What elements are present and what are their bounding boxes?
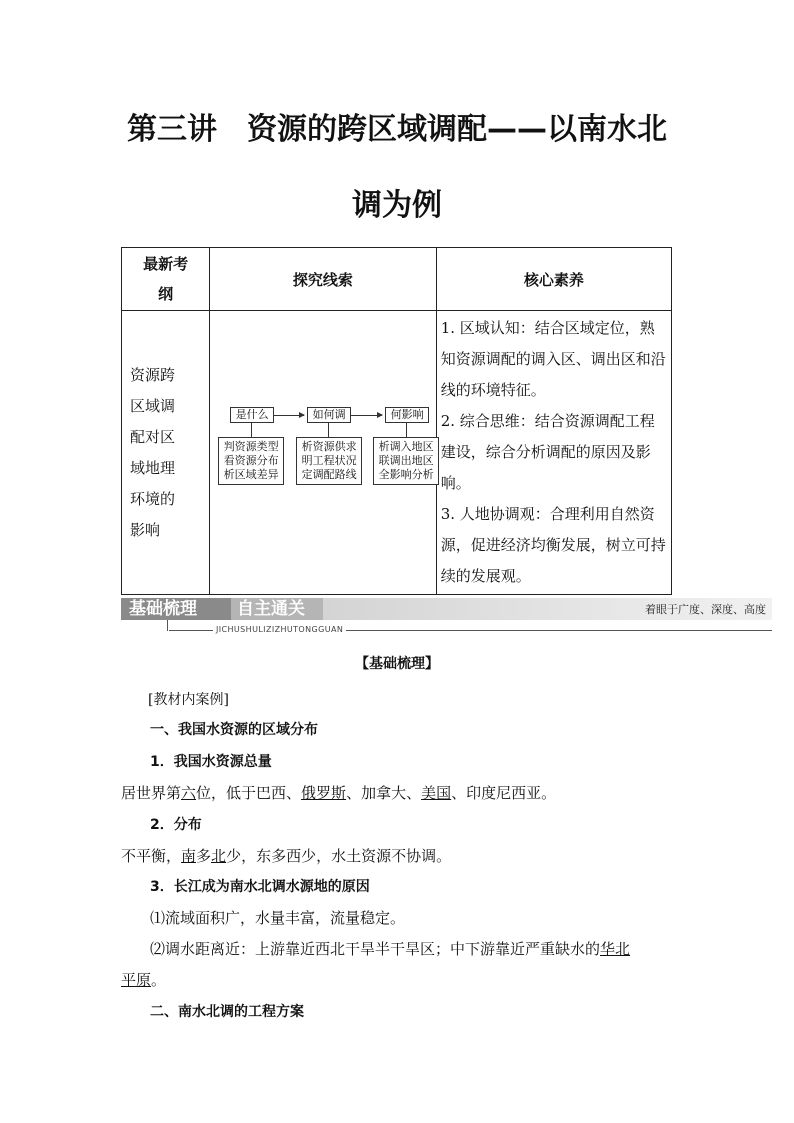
overview-table xyxy=(121,247,672,595)
banner-label: 基础梳理 xyxy=(121,598,231,620)
heading-2: 二、南水北调的工程方案 xyxy=(150,1004,304,1020)
banner-sublabel: 自主通关 xyxy=(231,598,329,620)
heading-1-1: 1．我国水资源总量 xyxy=(150,754,272,770)
flow-cell xyxy=(210,311,437,595)
flow-step-impact: 何影响 xyxy=(385,407,429,423)
section-banner xyxy=(121,598,772,634)
heading-1-2: 2．分布 xyxy=(150,817,202,833)
flow-detail-how: 析资源供求 明工程状况 定调配路线 xyxy=(296,437,362,485)
page-title-continued: 调为例 xyxy=(352,188,442,223)
flow-detail-impact: 析调入地区 联调出地区 全影响分析 xyxy=(373,437,439,485)
heading-1-3: 3．长江成为南水北调水源地的原因 xyxy=(150,879,370,895)
core-item-2: 2. 综合思维：结合资源调配工程建设，综合分析调配的原因及影响。 xyxy=(440,412,655,492)
flow-connector xyxy=(406,423,407,437)
flow-connector xyxy=(251,423,252,437)
core-item-3: 3. 人地协调观：合理利用自然资源，促进经济均衡发展，树立可持续的发展观。 xyxy=(440,505,666,585)
core-item-1: 1. 区域认知：结合区域定位，熟知资源调配的调入区、调出区和沿线的环境特征。 xyxy=(440,319,666,399)
paragraph-3-2-continued: 平原。 xyxy=(121,971,167,989)
flow-diagram xyxy=(210,314,436,592)
header-goal: 最新考纲 xyxy=(122,248,210,311)
header-clue: 探究线索 xyxy=(210,248,437,311)
banner-pinyin: JICHUSHULIZIZHUTONGGUAN xyxy=(213,625,346,634)
flow-step-how: 如何调 xyxy=(307,407,351,423)
flow-arrow xyxy=(350,415,382,416)
flow-arrow xyxy=(273,415,304,416)
goal-cell: 资源跨 区域调 配对区 域地理 环境的 影响 xyxy=(122,311,210,595)
paragraph-1: 居世界第六位，低于巴西、俄罗斯、加拿大、美国、印度尼西亚。 xyxy=(121,784,557,802)
header-core: 核心素养 xyxy=(436,248,671,311)
flow-connector xyxy=(328,423,329,437)
banner-tagline: 着眼于广度、深度、高度 xyxy=(645,603,766,616)
flow-step-what: 是什么 xyxy=(230,407,274,423)
paragraph-2: 不平衡，南多北少，东多西少，水土资源不协调。 xyxy=(121,847,452,865)
core-cell xyxy=(436,311,671,595)
case-label: [教材内案例] xyxy=(148,692,229,708)
heading-1: 一、我国水资源的区域分布 xyxy=(150,722,318,738)
page-title: 第三讲 资源的跨区域调配——以南水北 xyxy=(127,112,667,147)
paragraph-3-2: ⑵调水距离近：上游靠近西北干旱半干旱区；中下游靠近严重缺水的华北 xyxy=(150,940,631,958)
banner-curve xyxy=(167,620,168,631)
section-title: 【基础梳理】 xyxy=(355,656,439,672)
flow-detail-what: 判资源类型 看资源分布 析区域差异 xyxy=(218,437,284,485)
paragraph-3-1: ⑴流域面积广，水量丰富，流量稳定。 xyxy=(150,909,406,927)
